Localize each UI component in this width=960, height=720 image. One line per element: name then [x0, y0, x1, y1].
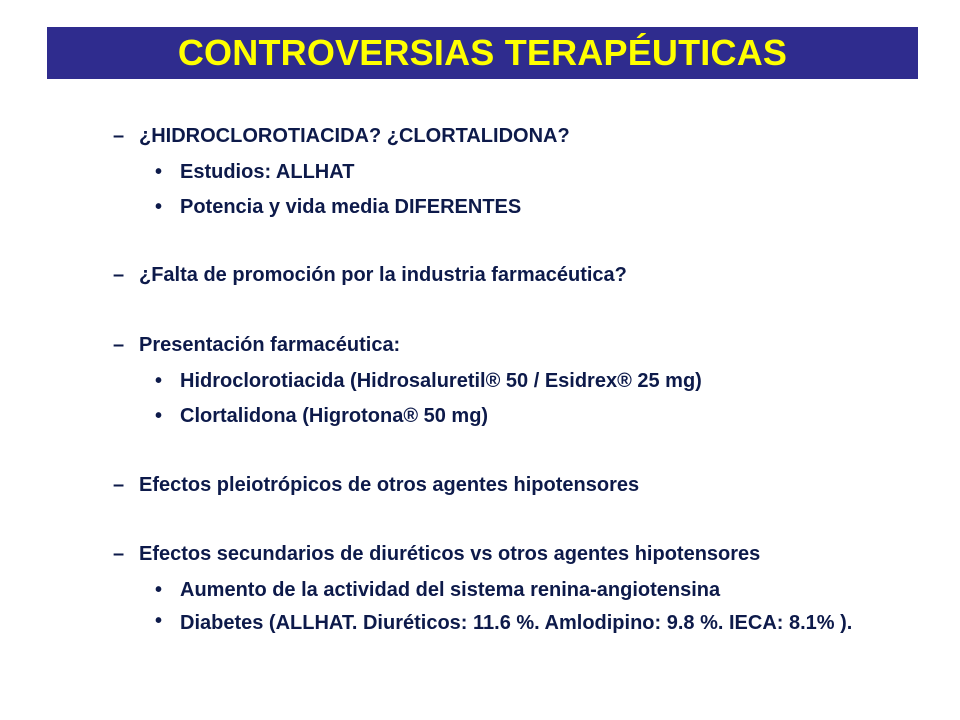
list-item-text: Efectos pleiotrópicos de otros agentes hipotensores	[139, 474, 640, 496]
dash-marker: –	[113, 125, 125, 147]
dash-marker: –	[113, 474, 125, 496]
sub-item-text: Potencia y vida media DIFERENTES	[180, 196, 522, 218]
bullet-marker: •	[155, 405, 163, 427]
slide-title: CONTROVERSIAS TERAPÉUTICAS	[177, 32, 788, 73]
bullet-marker: •	[155, 610, 163, 632]
sub-item-text: Clortalidona (Higrotona® 50 mg)	[180, 405, 489, 427]
list-item-text: ¿Falta de promoción por la industria farmacéutica?	[139, 264, 627, 286]
sub-item-text: Diabetes (ALLHAT. Diuréticos: 11.6 %. Amlodipino: 9.8 %. IECA: 8.1% ).	[180, 612, 853, 634]
bullet-marker: •	[155, 161, 163, 183]
dash-marker: –	[113, 334, 125, 356]
sub-item-text: Estudios: ALLHAT	[180, 161, 355, 183]
list-item-text: Presentación farmacéutica:	[139, 334, 401, 356]
sub-item-text: Aumento de la actividad del sistema renina-angiotensina	[180, 579, 721, 601]
dash-marker: –	[113, 264, 125, 286]
list-item-text: Efectos secundarios de diuréticos vs otros agentes hipotensores	[139, 543, 761, 565]
sub-item-text: Hidroclorotiacida (Hidrosaluretil® 50 / Esidrex® 25 mg)	[180, 370, 702, 392]
title-banner	[47, 27, 918, 79]
bullet-marker: •	[155, 196, 163, 218]
list-item-text: ¿HIDROCLOROTIACIDA? ¿CLORTALIDONA?	[139, 125, 570, 147]
bullet-marker: •	[155, 579, 163, 601]
bullet-marker: •	[155, 370, 163, 392]
dash-marker: –	[113, 543, 125, 565]
